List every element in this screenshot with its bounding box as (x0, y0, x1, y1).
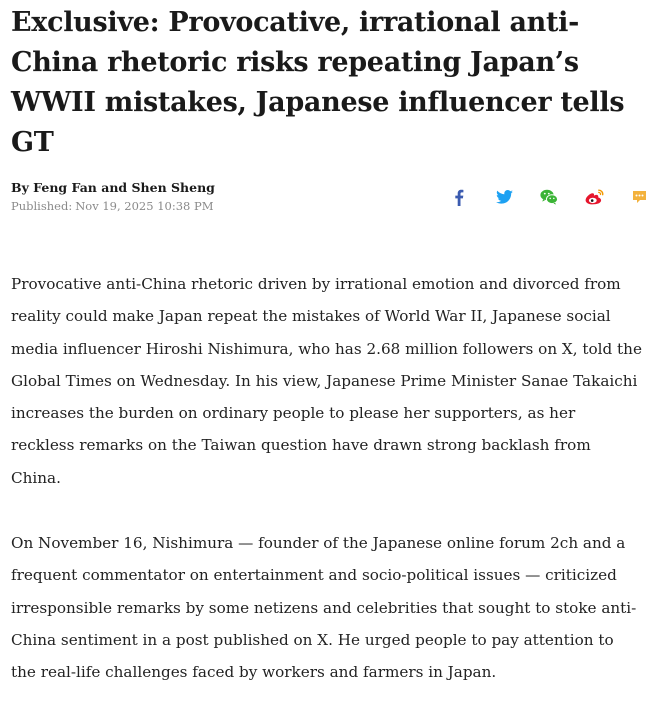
article-headline: Exclusive: Provocative, irrational anti-China rhetoric risks repeating Japan’s WWII mistakes, Japanese influencer tells GT (11, 7, 625, 158)
paragraph: On November 16, Nishimura — founder of the Japanese online forum 2ch and a frequent commentator on entertainment and socio-political issues — criticized irresponsible remarks by some netizens and celebrities that sought to stoke anti-China sentiment in a post published on X. He urged people to pay attention to the real-life challenges faced by workers and farmers in Japan. (11, 534, 637, 682)
weibo-icon (585, 189, 604, 205)
share-bar (424, 187, 649, 207)
paragraph: Provocative anti-China rhetoric driven by irrational emotion and divorced from reality could make Japan repeat the mistakes of World War II, Japanese social media influencer Hiroshi Nishimura, who has 2.68 million followers on X, told the Global Times on Wednesday. In his view, Japanese Prime Minister Sanae Takaichi increases the burden on ordinary people to please her supporters, as her reckless remarks on the Taiwan question have drawn strong backlash from China. (11, 275, 642, 487)
twitter-icon (496, 190, 513, 204)
byline: By Feng Fan and Shen Sheng (11, 180, 215, 195)
twitter-share-button[interactable] (494, 187, 514, 207)
wechat-share-button[interactable] (539, 187, 559, 207)
comment-icon (632, 190, 647, 204)
published-date: Nov 19, 2025 10:38 PM (75, 199, 214, 213)
wechat-icon (540, 189, 558, 205)
article-body (11, 268, 643, 722)
article-meta (11, 180, 643, 220)
facebook-icon (454, 189, 464, 206)
comment-share-button[interactable] (629, 187, 649, 207)
published-label: Published: (11, 199, 73, 213)
weibo-share-button[interactable] (584, 187, 604, 207)
facebook-share-button[interactable] (449, 187, 469, 207)
article-header (11, 0, 643, 220)
